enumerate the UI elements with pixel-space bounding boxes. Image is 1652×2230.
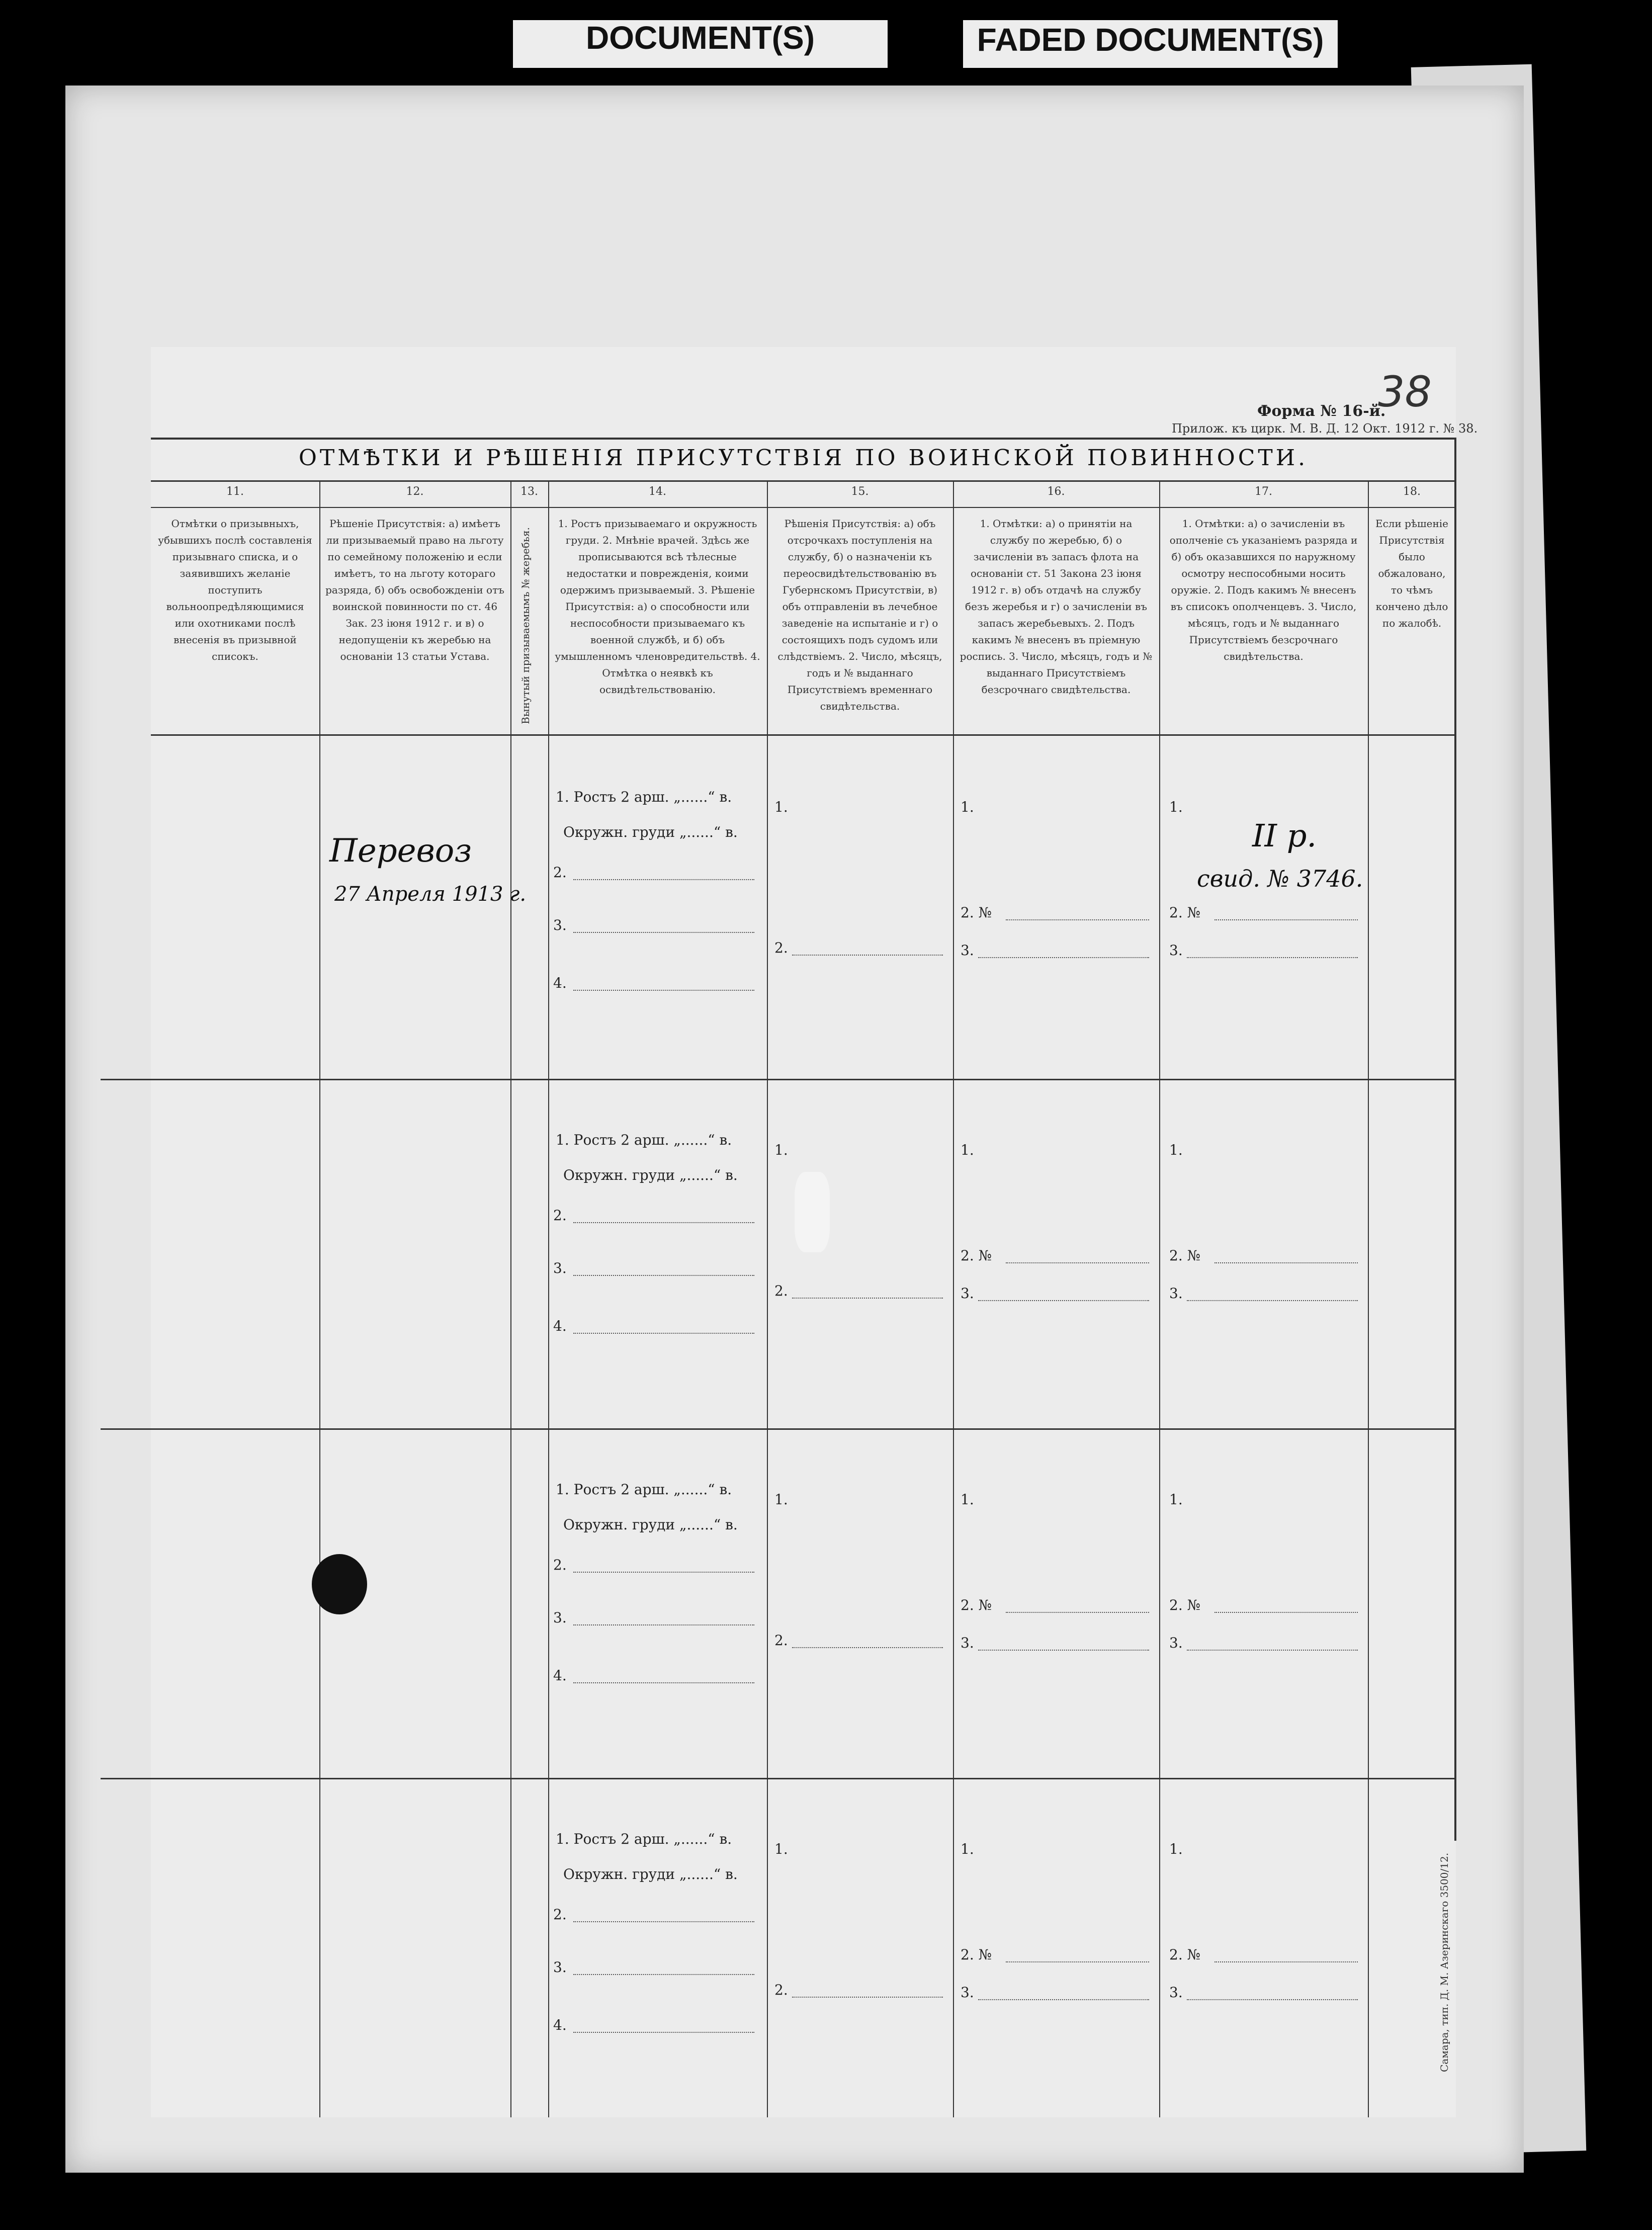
col15-dots-2 (792, 1997, 943, 1998)
chest-field: Окружн. груди „......“ в. (563, 1516, 738, 1533)
column-divider (319, 480, 320, 2117)
field-3: 3. (553, 917, 567, 933)
printer-imprint: Самара, тип. Д. М. Азеринскаго 3500/12. (1438, 1852, 1450, 2072)
col16-dots-3 (978, 1300, 1149, 1301)
chest-field: Окружн. груди „......“ в. (563, 1167, 738, 1183)
col15-dots-2 (792, 955, 943, 956)
column-divider (1159, 480, 1160, 2117)
col17-field-1: 1. (1169, 1491, 1183, 1508)
col17-field-3: 3. (1169, 1984, 1183, 2001)
dots-2 (573, 1222, 754, 1223)
col16-field-3: 3. (961, 942, 974, 959)
dots-4 (573, 1682, 754, 1683)
col16-field-2: 2. № (961, 1597, 992, 1613)
col17-field-2: 2. № (1169, 1247, 1201, 1264)
col17-field-1: 1. (1169, 1142, 1183, 1158)
col17-dots-3 (1187, 1300, 1358, 1301)
handwriting-certificate: свид. № 3746. (1197, 865, 1363, 892)
page-number: 38 (1378, 367, 1432, 416)
col17-field-3: 3. (1169, 942, 1183, 959)
column-divider (1368, 480, 1369, 2117)
col16-field-1: 1. (961, 799, 974, 815)
column-number: 17. (1255, 485, 1272, 498)
column-divider (548, 480, 549, 2117)
chest-field: Окружн. груди „......“ в. (563, 824, 738, 840)
header-bottom (151, 734, 1456, 736)
col16-dots-2 (1006, 1961, 1149, 1962)
row-divider (101, 1079, 1456, 1080)
col17-field-1: 1. (1169, 1841, 1183, 1857)
column-text: Рѣшеніе Присутствія: а) имѣетъ ли призываемый право на льготу по семейному положенію и если имѣетъ, то на льготу котораго разряда, б) объ освобожденіи отъ воинской повинности по ст. 46 Зак. 23 іюня 1912 г. и в) о недопущеніи къ жеребью на основаніи 13 статьи Устава. (325, 518, 504, 662)
col16-dots-2 (1006, 1612, 1149, 1613)
column-text: Вынутый призываемымъ № жеребья. (519, 527, 532, 724)
col15-dots-2 (792, 1647, 943, 1648)
col16-field-1: 1. (961, 1142, 974, 1158)
dots-3 (573, 1275, 754, 1276)
field-2: 2. (553, 1207, 567, 1224)
field-4: 4. (553, 1318, 567, 1334)
column-text: Рѣшенія Присутствія: а) объ отсрочкахъ поступленія на службу, б) о назначеніи къ переосвидѣтельствованію въ Губернскомъ Присутствіи, в) объ отправленіи въ лечебное заведеніе на испытаніе и г) о состоящихъ подъ судомъ или слѣдствіемъ. 2. Число, мѣсяцъ, годъ и № выданнаго Присутствіемъ временнаго свидѣтельства. (777, 518, 942, 712)
col17-field-2: 2. № (1169, 1946, 1201, 1963)
form-number: Форма № 16-й. (1257, 402, 1386, 420)
handwriting-date: 27 Апреля 1913 г. (334, 883, 527, 906)
col16-dots-2 (1006, 919, 1149, 920)
field-3: 3. (553, 1959, 567, 1976)
dots-3 (573, 1974, 754, 1975)
row-divider (101, 1428, 1456, 1430)
field-2: 2. (553, 864, 567, 881)
document-label: DOCUMENT(S) (513, 20, 888, 68)
col15-dots-2 (792, 1298, 943, 1299)
col15-field-2: 2. (774, 939, 788, 956)
field-4: 4. (553, 1667, 567, 1684)
dots-4 (573, 2032, 754, 2033)
col15-field-2: 2. (774, 1282, 788, 1299)
column-number: 15. (851, 485, 869, 498)
col16-dots-3 (978, 1650, 1149, 1651)
ink-stain (312, 1554, 367, 1614)
row-divider (101, 1778, 1456, 1779)
frame-right (1454, 438, 1456, 1841)
col15-field-1: 1. (774, 1142, 788, 1158)
col16-field-3: 3. (961, 1984, 974, 2001)
column-text: Если рѣшеніе Присутствія было обжаловано, то чѣмъ кончено дѣло по жалобѣ. (1375, 518, 1449, 629)
handwriting-category: II р. (1252, 817, 1317, 854)
col17-dots-3 (1187, 1999, 1358, 2000)
col16-field-3: 3. (961, 1285, 974, 1302)
col16-dots-2 (1006, 1262, 1149, 1263)
col16-field-2: 2. № (961, 904, 992, 921)
field-2: 2. (553, 1557, 567, 1573)
height-field: 1. Ростъ 2 арш. „......“ в. (556, 1481, 732, 1498)
height-field: 1. Ростъ 2 арш. „......“ в. (556, 1132, 732, 1148)
frame-title-bottom (151, 480, 1456, 482)
col16-dots-3 (978, 957, 1149, 958)
col16-field-1: 1. (961, 1491, 974, 1508)
field-4: 4. (553, 2017, 567, 2033)
height-field: 1. Ростъ 2 арш. „......“ в. (556, 1831, 732, 1847)
col16-field-2: 2. № (961, 1946, 992, 1963)
form-title: ОТМѢТКИ И РѢШЕНІЯ ПРИСУТСТВІЯ ПО ВОИНСКОЙ ПОВИННОСТИ. (298, 445, 1309, 471)
field-3: 3. (553, 1609, 567, 1626)
dots-3 (573, 1624, 754, 1625)
col17-dots-2 (1214, 1961, 1358, 1962)
appendix-note: Прилож. къ цирк. М. В. Д. 12 Окт. 1912 г. № 38. (1172, 421, 1478, 436)
column-divider (510, 480, 511, 2117)
col15-field-1: 1. (774, 799, 788, 815)
column-number: 11. (226, 485, 244, 498)
faded-document-label: FADED DOCUMENT(S) (963, 20, 1338, 68)
col15-field-2: 2. (774, 1982, 788, 1998)
col15-field-2: 2. (774, 1632, 788, 1649)
col17-dots-3 (1187, 1650, 1358, 1651)
column-text: 1. Отмѣтки: а) о принятіи на службу по жеребью, б) о зачисленіи въ запасъ флота на основаніи ст. 51 Закона 23 іюня 1912 г. в) объ отдачѣ на службу безъ жеребья и г) о зачисленіи въ запасъ жеребьевыхъ. 2. Подъ какимъ № внесенъ въ пріемную роспись. 3. Число, мѣсяцъ, годъ и № выданнаго Присутствіемъ безсрочнаго свидѣтельства. (960, 518, 1153, 696)
field-2: 2. (553, 1906, 567, 1923)
frame-top (151, 438, 1456, 440)
column-number: 14. (649, 485, 666, 498)
col16-dots-3 (978, 1999, 1149, 2000)
dots-4 (573, 990, 754, 991)
header-num-bottom (151, 507, 1456, 508)
field-3: 3. (553, 1260, 567, 1276)
chest-field: Окружн. груди „......“ в. (563, 1866, 738, 1882)
dots-2 (573, 879, 754, 880)
column-text: 1. Отмѣтки: а) о зачисленіи въ ополченіе съ указаніемъ разряда и б) объ оказавшихся по наружному осмотру неспособными носить оружіе. 2. Подъ какимъ № внесенъ въ списокъ ополченцевъ. 3. Число, мѣсяцъ, годъ и № выданнаго Присутствіемъ безсрочнаго свидѣтельства. (1169, 518, 1358, 662)
register-form (151, 347, 1478, 2117)
column-number: 13. (520, 485, 538, 498)
paper-sheet (65, 85, 1524, 2173)
col17-dots-2 (1214, 1262, 1358, 1263)
col17-dots-3 (1187, 957, 1358, 958)
height-field: 1. Ростъ 2 арш. „......“ в. (556, 789, 732, 805)
col15-field-1: 1. (774, 1841, 788, 1857)
col17-dots-2 (1214, 919, 1358, 920)
column-number: 18. (1403, 485, 1421, 498)
dots-2 (573, 1572, 754, 1573)
col17-field-2: 2. № (1169, 1597, 1201, 1613)
col16-field-1: 1. (961, 1841, 974, 1857)
field-4: 4. (553, 975, 567, 991)
paper-damage (795, 1172, 830, 1252)
column-text: 1. Ростъ призываемаго и окружность груди. 2. Мнѣніе врачей. Здѣсь же прописываются всѣ тѣлесные недостатки и поврежденія, коими одержимъ призываемый. 3. Рѣшеніе Присутствія: а) о способности или неспособности призываемаго къ военной службѣ, и б) объ умышленномъ членовредительствѣ. 4. Отмѣтка о неявкѣ къ освидѣтельствованію. (555, 518, 760, 696)
dots-3 (573, 932, 754, 933)
column-text: Отмѣтки о призывныхъ, убывшихъ послѣ составленія призывнаго списка, и о заявившихъ желаніе поступить вольноопредѣляющимися или охотниками послѣ внесенія въ призывной списокъ. (158, 518, 312, 662)
col15-field-1: 1. (774, 1491, 788, 1508)
col17-dots-2 (1214, 1612, 1358, 1613)
col17-field-1: 1. (1169, 799, 1183, 815)
handwriting-transfer: Перевоз (329, 832, 472, 870)
column-number: 16. (1047, 485, 1065, 498)
column-divider (767, 480, 768, 2117)
dots-4 (573, 1333, 754, 1334)
col16-field-3: 3. (961, 1635, 974, 1651)
col17-field-3: 3. (1169, 1285, 1183, 1302)
dots-2 (573, 1921, 754, 1922)
col16-field-2: 2. № (961, 1247, 992, 1264)
col17-field-3: 3. (1169, 1635, 1183, 1651)
column-number: 12. (406, 485, 424, 498)
col17-field-2: 2. № (1169, 904, 1201, 921)
column-divider (953, 480, 954, 2117)
